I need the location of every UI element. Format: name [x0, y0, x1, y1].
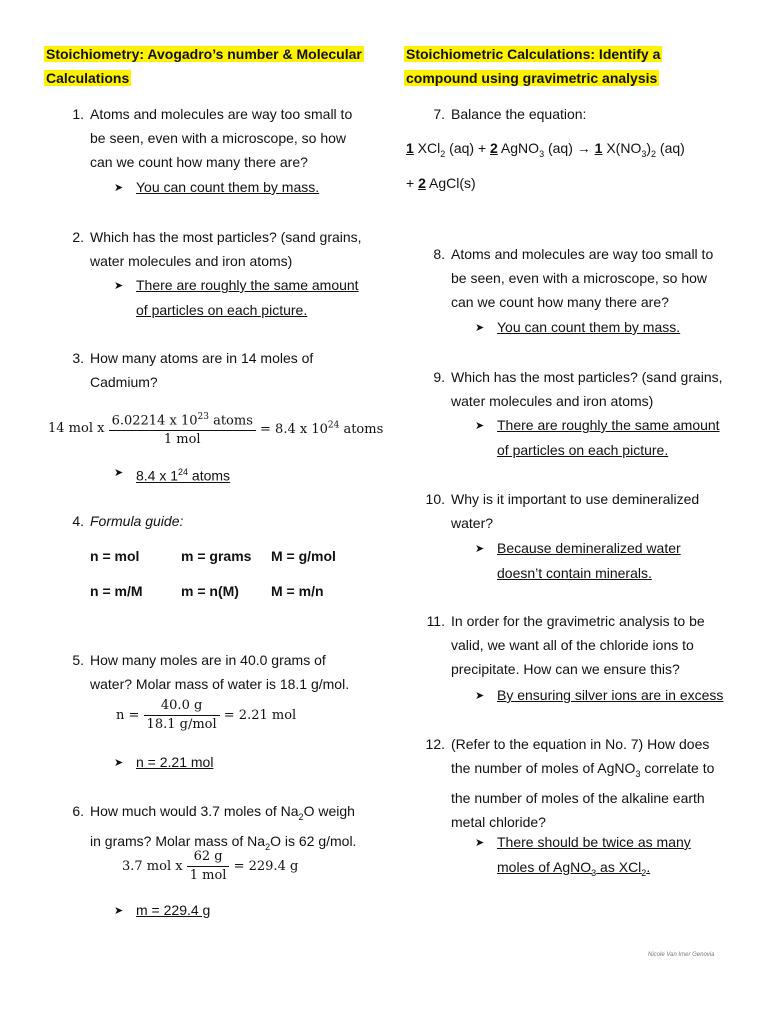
answer-text: . [646, 858, 651, 875]
question-text: water? [451, 515, 494, 531]
equation-q5 [116, 697, 296, 734]
eq-part: (aq) + [445, 140, 491, 156]
arrowhead-bullet-icon: ➤ [475, 322, 485, 334]
eq-lhs: 3.7 mol x [122, 859, 183, 874]
answer-text: as XCl [596, 858, 642, 875]
answer-text: There are roughly the same amount [136, 277, 359, 293]
arrowhead-bullet-icon: ➤ [114, 280, 124, 292]
question-text: Atoms and molecules are way too small to [90, 106, 353, 122]
eq-part: XCl [413, 140, 441, 156]
answer-8: You can count them by mass. [497, 319, 681, 335]
right-heading [404, 42, 744, 90]
question-text: O is 62 g/mol. [270, 832, 357, 849]
answer-exponent: 24 [178, 467, 189, 477]
question-number: 5. [72, 652, 84, 668]
answer-2 [136, 273, 359, 322]
arrowhead-bullet-icon: ➤ [475, 690, 485, 702]
question-text: Cadmium? [90, 374, 158, 390]
question-number: 4. [72, 513, 84, 529]
subscript: 2 [641, 867, 647, 878]
question-text: Which has the most particles? (sand grains, [451, 369, 723, 385]
subscript: 2 [265, 841, 271, 852]
eq-rhs: = 2.21 mol [223, 708, 297, 723]
question-text: be seen, even with a microscope, so how [90, 130, 347, 146]
subscript: 2 [440, 148, 446, 159]
coefficient: 1 [406, 140, 414, 156]
question-number: 11. [426, 613, 445, 629]
answer-text: doesn’t contain minerals. [497, 564, 652, 581]
question-number: 9. [433, 369, 445, 385]
coefficient: 1 [594, 140, 603, 156]
arrowhead-bullet-icon: ➤ [475, 543, 485, 555]
eq-part: (aq) → [544, 140, 595, 156]
eq-numerator: 62 g [187, 848, 230, 867]
equation-q3 [48, 408, 383, 449]
balanced-equation-line1 [406, 140, 685, 159]
formula-M-gmol: M = g/mol [271, 548, 336, 564]
eq-lhs: n = [116, 708, 140, 723]
eq-denominator: 1 mol [189, 868, 227, 883]
answer-text: There should be twice as many [497, 834, 691, 850]
subscript: 3 [635, 768, 641, 779]
eq-rhs: = 229.4 g [233, 859, 299, 874]
answer-5: n = 2.21 mol [136, 754, 214, 770]
answer-text: of particles on each picture. [497, 441, 669, 458]
question-text: In order for the gravimetric analysis to be [451, 613, 705, 629]
eq-unit: atoms [339, 421, 384, 437]
formula-m-nM: m = n(M) [181, 583, 239, 599]
question-number: 10. [425, 491, 445, 507]
eq-denominator: 18.1 g/mol [146, 717, 217, 732]
answer-text: 8.4 x 1 [136, 467, 179, 484]
answer-unit: atoms [188, 467, 231, 484]
arrowhead-bullet-icon: ➤ [114, 467, 124, 479]
question-text: (Refer to the equation in No. 7) How does [451, 736, 710, 752]
formula-n-m-M: n = m/M [90, 583, 143, 599]
equation-q6 [122, 848, 298, 885]
question-text: the number of moles of AgNO [451, 760, 636, 776]
question-number: 1. [72, 106, 84, 122]
answer-12 [497, 830, 691, 885]
answer-text: There are roughly the same amount [497, 417, 720, 433]
eq-denominator: 1 mol [163, 432, 201, 448]
answer-text: moles of AgNO [497, 858, 592, 875]
question-text: valid, we want all of the chloride ions to [451, 637, 694, 653]
answer-text: of particles on each picture. [136, 301, 308, 318]
arrowhead-bullet-icon: ➤ [475, 837, 485, 849]
left-heading-line2: Calculations [46, 70, 130, 86]
question-text: O weigh [303, 803, 355, 819]
question-text: How many atoms are in 14 moles of [90, 350, 314, 366]
left-heading [44, 42, 374, 90]
answer-9 [497, 413, 720, 462]
question-number: 2. [72, 229, 84, 245]
question-text: water molecules and iron atoms) [90, 253, 293, 269]
formula-M-m-n: M = m/n [271, 583, 324, 599]
question-text: Balance the equation: [451, 106, 587, 122]
eq-rhs: = 8.4 x 10 [260, 421, 328, 437]
question-text: water molecules and iron atoms) [451, 393, 654, 409]
right-heading-line2: compound using gravimetric analysis [406, 70, 658, 86]
question-text: Atoms and molecules are way too small to [451, 246, 714, 262]
question-text: can we count how many there are? [451, 294, 669, 310]
eq-unit: atoms [208, 413, 253, 429]
coefficient: 2 [490, 140, 498, 156]
arrowhead-bullet-icon: ➤ [114, 905, 124, 917]
question-text: How much would 3.7 moles of Na [90, 803, 299, 819]
formula-m-grams: m = grams [181, 548, 252, 564]
question-text: How many moles are in 40.0 grams of [90, 652, 326, 668]
question-text: metal chloride? [451, 813, 546, 830]
question-number: 12. [425, 736, 445, 752]
question-text: in grams? Molar mass of Na [90, 832, 266, 849]
arrowhead-bullet-icon: ➤ [114, 757, 124, 769]
subscript: 2 [298, 811, 304, 822]
subscript: 3 [591, 867, 597, 878]
eq-part: (aq) [656, 140, 685, 156]
question-text: the number of moles of the alkaline earth [451, 789, 705, 806]
balanced-equation-line2 [406, 175, 476, 191]
eq-part: + [406, 175, 419, 191]
eq-lhs: 14 mol x [48, 421, 105, 437]
eq-part: ) [646, 140, 652, 156]
eq-numerator: 40.0 g [144, 697, 220, 716]
subscript: 2 [651, 148, 657, 159]
question-number: 3. [72, 350, 84, 366]
question-number: 8. [433, 246, 445, 262]
answer-11: By ensuring silver ions are in excess [497, 687, 724, 703]
formula-n-mol: n = mol [90, 548, 140, 564]
eq-numerator: 6.02214 x 10 [111, 413, 198, 429]
left-heading-line1: Stoichiometry: Avogadro’s number & Molecular [46, 46, 362, 62]
answer-3 [136, 460, 230, 488]
answer-10 [497, 536, 681, 585]
arrowhead-bullet-icon: ➤ [475, 420, 485, 432]
question-text: be seen, even with a microscope, so how [451, 270, 708, 286]
question-text: Which has the most particles? (sand grains, [90, 229, 362, 245]
question-text: Why is it important to use demineralized [451, 491, 700, 507]
question-number: 6. [72, 803, 84, 819]
answer-text: Because demineralized water [497, 540, 681, 556]
eq-exponent: 23 [197, 412, 209, 422]
coefficient: 2 [418, 175, 426, 191]
subscript: 3 [539, 148, 545, 159]
question-text: precipitate. How can we ensure this? [451, 661, 680, 677]
formula-guide-label: Formula guide: [90, 513, 184, 529]
question-text: can we count how many there are? [90, 154, 308, 170]
eq-part: AgCl(s) [425, 175, 476, 191]
question-text: water? Molar mass of water is 18.1 g/mol. [90, 676, 350, 692]
answer-6: m = 229.4 g [136, 902, 211, 918]
footer-author: Nicole Van Imer Genovia [648, 952, 715, 958]
answer-1: You can count them by mass. [136, 179, 320, 195]
question-text: correlate to [640, 760, 715, 776]
eq-exponent: 24 [327, 420, 340, 431]
question-number: 7. [433, 106, 445, 122]
right-heading-line1: Stoichiometric Calculations: Identify a [406, 46, 661, 62]
arrowhead-bullet-icon: ➤ [114, 182, 124, 194]
eq-part: X(NO [602, 140, 642, 156]
eq-part: AgNO [497, 140, 540, 156]
subscript: 3 [641, 148, 647, 159]
